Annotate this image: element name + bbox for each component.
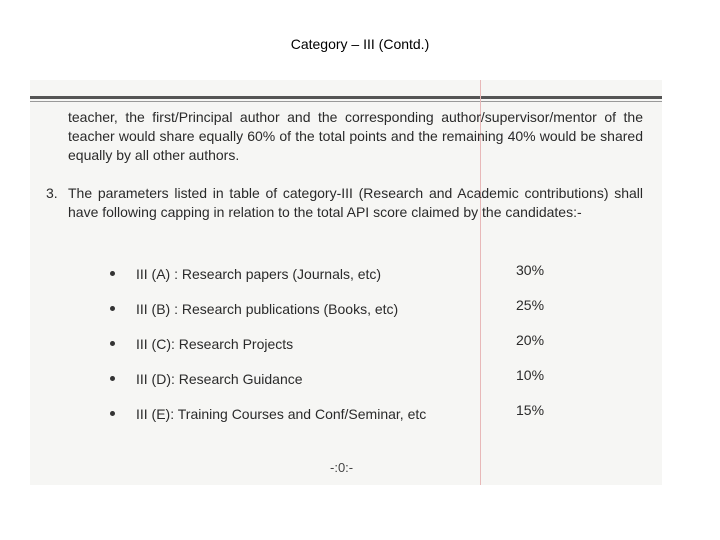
list-item [110,367,580,406]
item-percent: 10% [516,367,545,383]
item-percent: 15% [516,402,545,418]
top-rule-thin [30,101,662,102]
capping-list [110,262,580,441]
bullet-icon [110,341,115,346]
item-label: III (E): Training Courses and Conf/Seminar, etc [136,406,427,422]
item-percent: 20% [516,332,545,348]
item-percent: 30% [516,262,545,278]
paragraph-capping [46,184,643,222]
list-item [110,297,580,336]
item-label: III (B) : Research publications (Books, etc) [136,301,399,317]
paragraph-number: 3. [46,185,58,201]
list-item [110,262,580,301]
item-percent: 25% [516,297,545,313]
scanned-document [30,80,662,485]
top-rule [30,96,662,99]
bullet-icon [110,376,115,381]
item-label: III (A) : Research papers (Journals, etc) [136,266,382,282]
list-item [110,402,580,441]
paragraph-capping-text: The parameters listed in table of category-III (Research and Academic contributions) shall have following capping in relation to the total API score claimed by the candidates:- [68,185,643,220]
paragraph-authorship: teacher, the first/Principal author and the corresponding author/supervisor/mentor of the teacher would share equally 60% of the total points and the remaining 40% would be shared equally by all other authors. [68,109,643,163]
bullet-icon [110,306,115,311]
bullet-icon [110,271,115,276]
item-label: III (D): Research Guidance [136,371,303,387]
end-mark: -:0:- [330,460,354,475]
bullet-icon [110,411,115,416]
list-item [110,332,580,371]
item-label: III (C): Research Projects [136,336,294,352]
slide-title: Category – III (Contd.) [290,36,430,52]
